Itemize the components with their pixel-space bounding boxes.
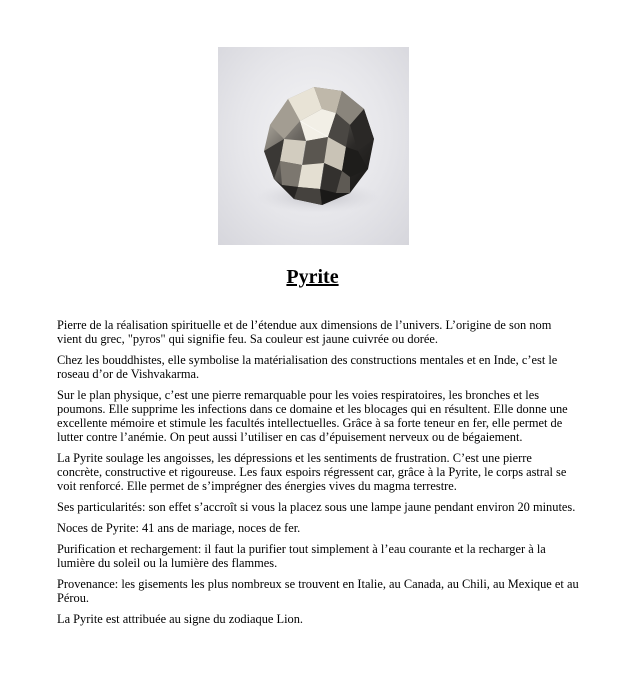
paragraph-physical: Sur le plan physique, c’est une pierre remarquable pour les voies respiratoires, les bronches et les poumons. Elle supprime les infections dans ce domaine et les blocages qui en résultent. Elle donne une excellente mémoire et stimule les facultés intellectuelles. Grâce à sa forte teneur en fer, elle permet de lutter contre l’anémie. On peut aussi l’utiliser en cas d’épuisement nerveux ou de bégaiement.	[57, 388, 568, 444]
pyrite-photo	[218, 47, 409, 245]
paragraph-anniversary: Noces de Pyrite: 41 ans de mariage, noces de fer.	[57, 521, 301, 535]
article-body	[57, 318, 579, 633]
paragraph-intro: Pierre de la réalisation spirituelle et de l’étendue aux dimensions de l’univers. L’origine de son nom vient du grec, "pyros" qui signifie feu. Sa couleur est jaune cuivrée ou dorée.	[57, 318, 552, 346]
paragraph-particularities: Ses particularités: son effet s’accroît si vous la placez sous une lampe jaune pendant environ 20 minutes.	[57, 500, 576, 514]
paragraph-buddhism: Chez les bouddhistes, elle symbolise la matérialisation des constructions mentales et en Inde, c’est le roseau d’or de Vishvakarma.	[57, 353, 558, 381]
paragraph-provenance: Provenance: les gisements les plus nombreux se trouvent en Italie, au Canada, au Chili, au Mexique et au Pérou.	[57, 577, 579, 605]
paragraph-zodiac: La Pyrite est attribuée au signe du zodiaque Lion.	[57, 612, 304, 626]
pyrite-crystal-illustration	[218, 47, 409, 245]
page-title: Pyrite	[286, 266, 339, 288]
paragraph-emotional: La Pyrite soulage les angoisses, les dépressions et les sentiments de frustration. C’est une pierre concrète, constructive et rigoureuse. Les faux espoirs régressent car, grâce à la Pyrite, le corps astral se voit renforcé. Elle permet de s’imprégner des énergies vives du magma terrestre.	[57, 451, 567, 493]
paragraph-purification: Purification et rechargement: il faut la purifier tout simplement à l’eau courante et la recharger à la lumière du soleil ou la lumière des flammes.	[57, 542, 546, 570]
